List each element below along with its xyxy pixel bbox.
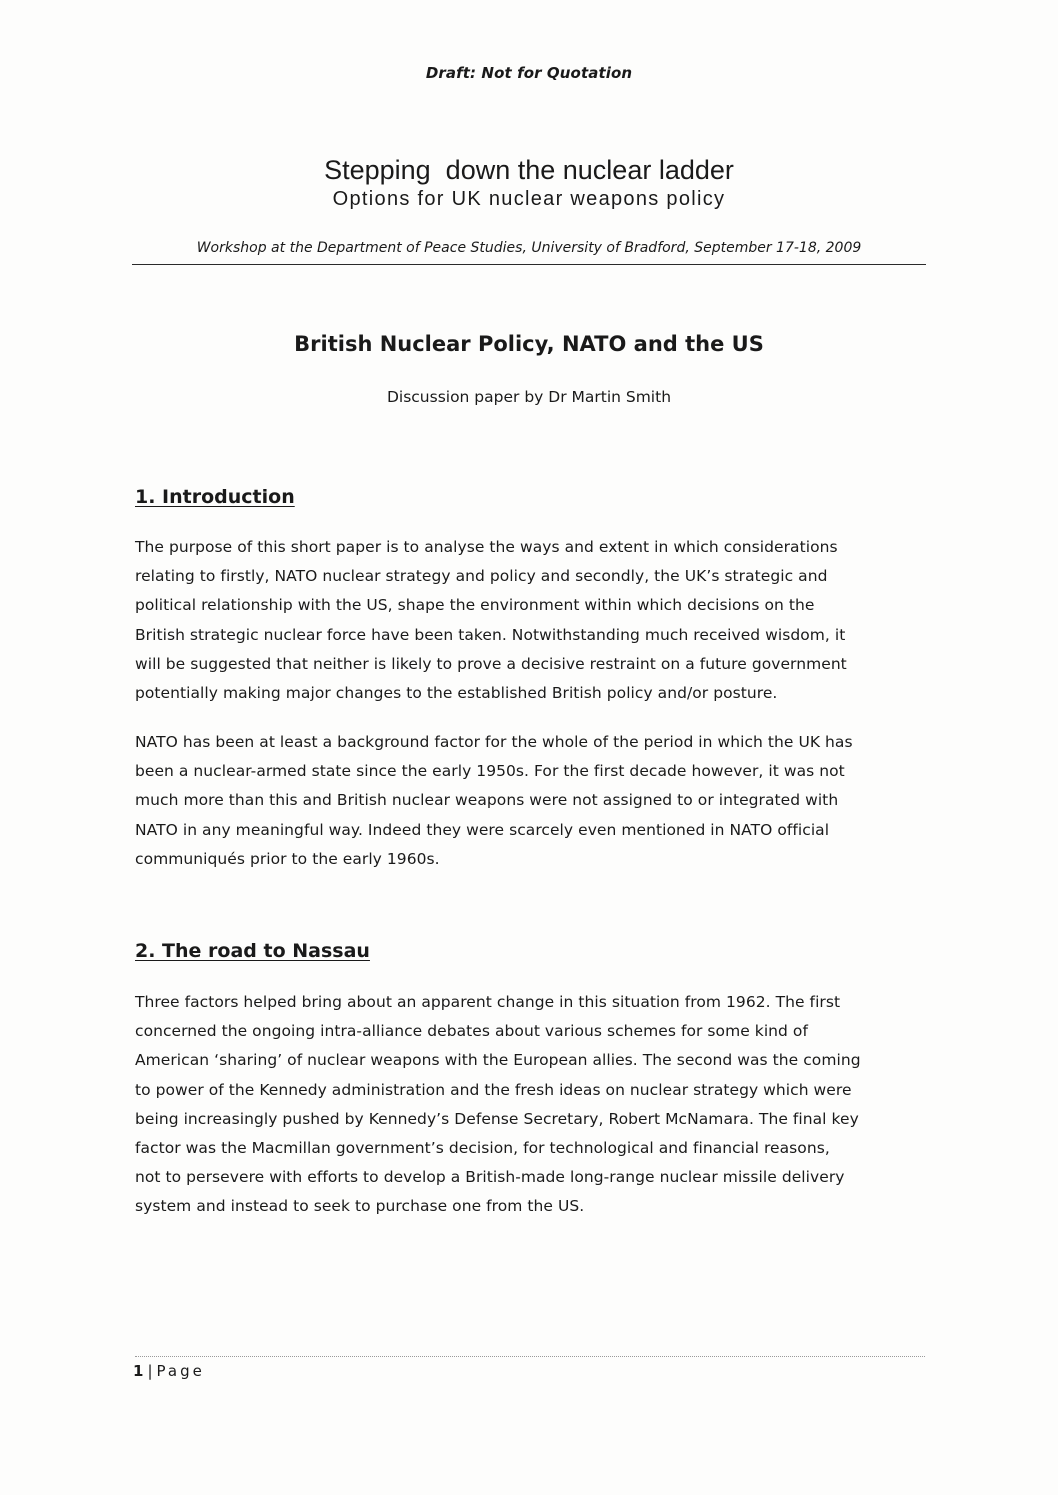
text-line: being increasingly pushed by Kennedy’s Defense Secretary, Robert McNamara. The final key: [135, 1109, 859, 1128]
paper-title: British Nuclear Policy, NATO and the US: [294, 332, 764, 356]
text-line: potentially making major changes to the established British policy and/or posture.: [135, 684, 778, 703]
workshop-subtitle: Options for UK nuclear weapons policy: [332, 188, 726, 210]
text-line: political relationship with the US, shape the environment within which decisions on the: [135, 596, 815, 615]
text-line: much more than this and British nuclear weapons were not assigned to or integrated with: [135, 791, 839, 810]
text-line: communiqués prior to the early 1960s.: [135, 849, 440, 868]
text-line: relating to firstly, NATO nuclear strategy and policy and secondly, the UK’s strategic and: [135, 567, 828, 586]
footer-divider: [135, 1356, 925, 1357]
text-line: NATO in any meaningful way. Indeed they were scarcely even mentioned in NATO official: [135, 820, 830, 839]
header-divider: [132, 264, 926, 265]
page-footer: [133, 1362, 205, 1380]
paper-author: Discussion paper by Dr Martin Smith: [386, 388, 672, 406]
text-line: The purpose of this short paper is to analyse the ways and extent in which considerations: [135, 538, 838, 556]
paragraph: [135, 988, 935, 1222]
footer-separator: |: [147, 1362, 153, 1380]
text-line: NATO has been at least a background factor for the whole of the period in which the UK has: [135, 733, 853, 751]
section-heading-introduction: 1. Introduction: [135, 486, 295, 508]
text-line: factor was the Macmillan government’s decision, for technological and financial reasons,: [135, 1139, 830, 1158]
text-line: Three factors helped bring about an apparent change in this situation from 1962. The first: [135, 993, 841, 1011]
page-label: Page: [156, 1362, 205, 1380]
paragraph: [135, 533, 935, 708]
text-line: American ‘sharing’ of nuclear weapons with the European allies. The second was the coming: [135, 1051, 861, 1070]
text-line: concerned the ongoing intra-alliance debates about various schemes for some kind of: [135, 1022, 808, 1041]
workshop-details: Workshop at the Department of Peace Studies, University of Bradford, September 17-18, 2009: [196, 240, 862, 256]
section-heading-road-to-nassau: 2. The road to Nassau: [135, 940, 370, 962]
text-line: British strategic nuclear force have been taken. Notwithstanding much received wisdom, it: [135, 625, 846, 644]
text-line: not to persevere with efforts to develop a British-made long-range nuclear missile delivery: [135, 1168, 845, 1187]
workshop-title: Stepping down the nuclear ladder: [324, 155, 734, 185]
text-line: to power of the Kennedy administration and the fresh ideas on nuclear strategy which were: [135, 1080, 852, 1099]
text-line: been a nuclear-armed state since the early 1950s. For the first decade however, it was not: [135, 762, 845, 781]
text-line: system and instead to seek to purchase one from the US.: [135, 1197, 585, 1216]
paragraph: [135, 728, 935, 874]
draft-notice: Draft: Not for Quotation: [425, 64, 633, 82]
page-number: 1: [133, 1362, 144, 1380]
text-line: will be suggested that neither is likely to prove a decisive restraint on a future government: [135, 654, 847, 673]
